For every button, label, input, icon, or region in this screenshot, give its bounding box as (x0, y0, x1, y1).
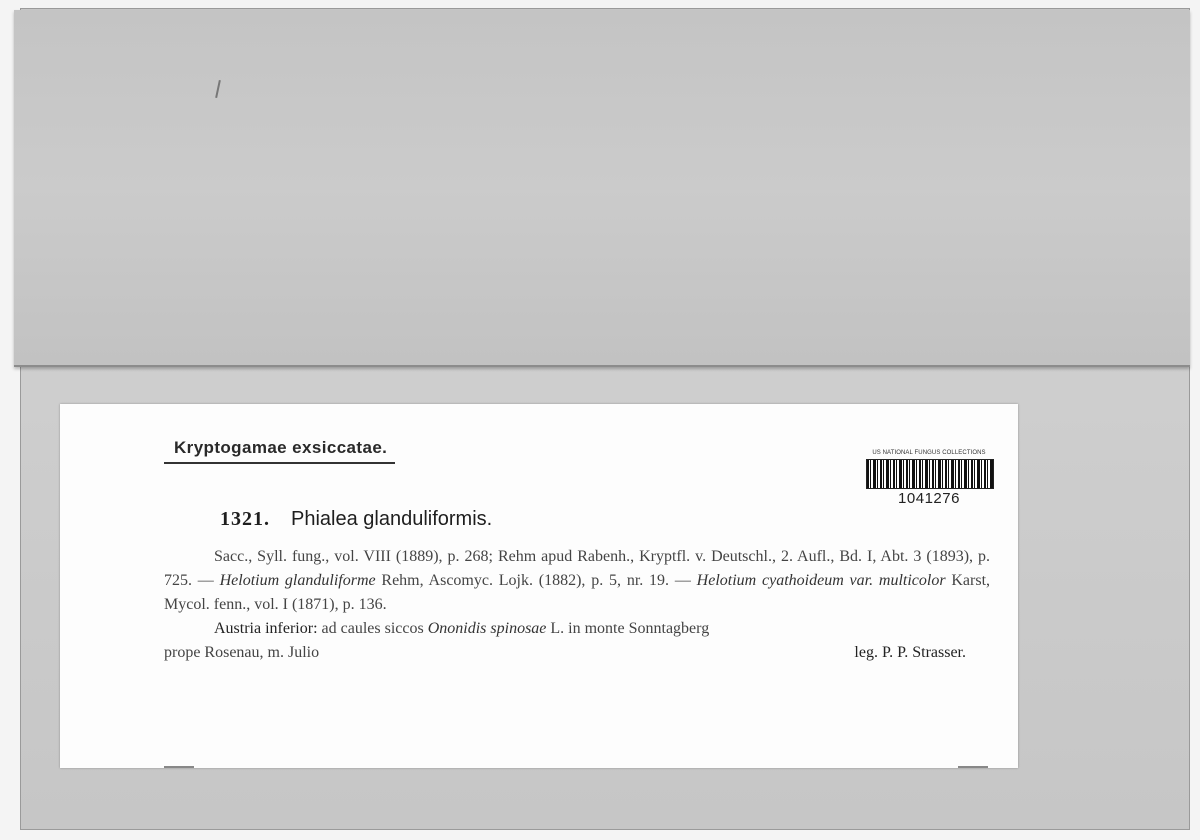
host-name: Ononidis spinosae (427, 620, 547, 637)
locality-continued: prope Rosenau, m. Julio (164, 644, 320, 661)
synonym-2: Helotium cyathoideum var. multicolor (696, 572, 946, 589)
edge-mark (958, 766, 988, 768)
packet-flap (14, 10, 1190, 367)
flap-mark (215, 80, 221, 98)
synonym-1: Helotium glanduliforme (219, 572, 376, 589)
entry-number: 1321. (220, 508, 270, 530)
barcode (866, 450, 992, 507)
reference-text: Karst, Mycol. fenn., vol. I (1871), p. 136. (164, 572, 991, 613)
barcode-number: 1041276 (898, 490, 960, 507)
locality-text: ad caules siccos (317, 620, 428, 637)
series-title: Kryptogamae exsiccatae. (164, 438, 395, 464)
locality-text: L. in monte Sonntagberg (546, 620, 710, 637)
references (164, 545, 990, 617)
reference-text: Rehm, Ascomyc. Lojk. (1882), p. 5, nr. 19. — (375, 572, 697, 589)
label-body (164, 545, 990, 665)
collector: leg. P. P. Strasser. (854, 644, 966, 661)
specimen-label (60, 404, 1018, 768)
barcode-bars (866, 459, 994, 489)
entry-heading (220, 508, 492, 531)
locality-line (164, 617, 990, 641)
collector-line (164, 641, 990, 665)
barcode-caption: US NATIONAL FUNGUS COLLECTIONS (872, 450, 986, 456)
locality-region: Austria inferior: (214, 620, 318, 637)
edge-mark (164, 766, 194, 768)
species-name: Phialea glanduliformis. (291, 508, 493, 530)
reference-text: Sacc., Syll. fung., vol. VIII (1889), p. 268; Rehm apud Rabenh., Kryptfl. v. Deutschl., 2. Aufl., Bd. I, Abt. 3 (1893), p. 725. — (164, 548, 990, 589)
